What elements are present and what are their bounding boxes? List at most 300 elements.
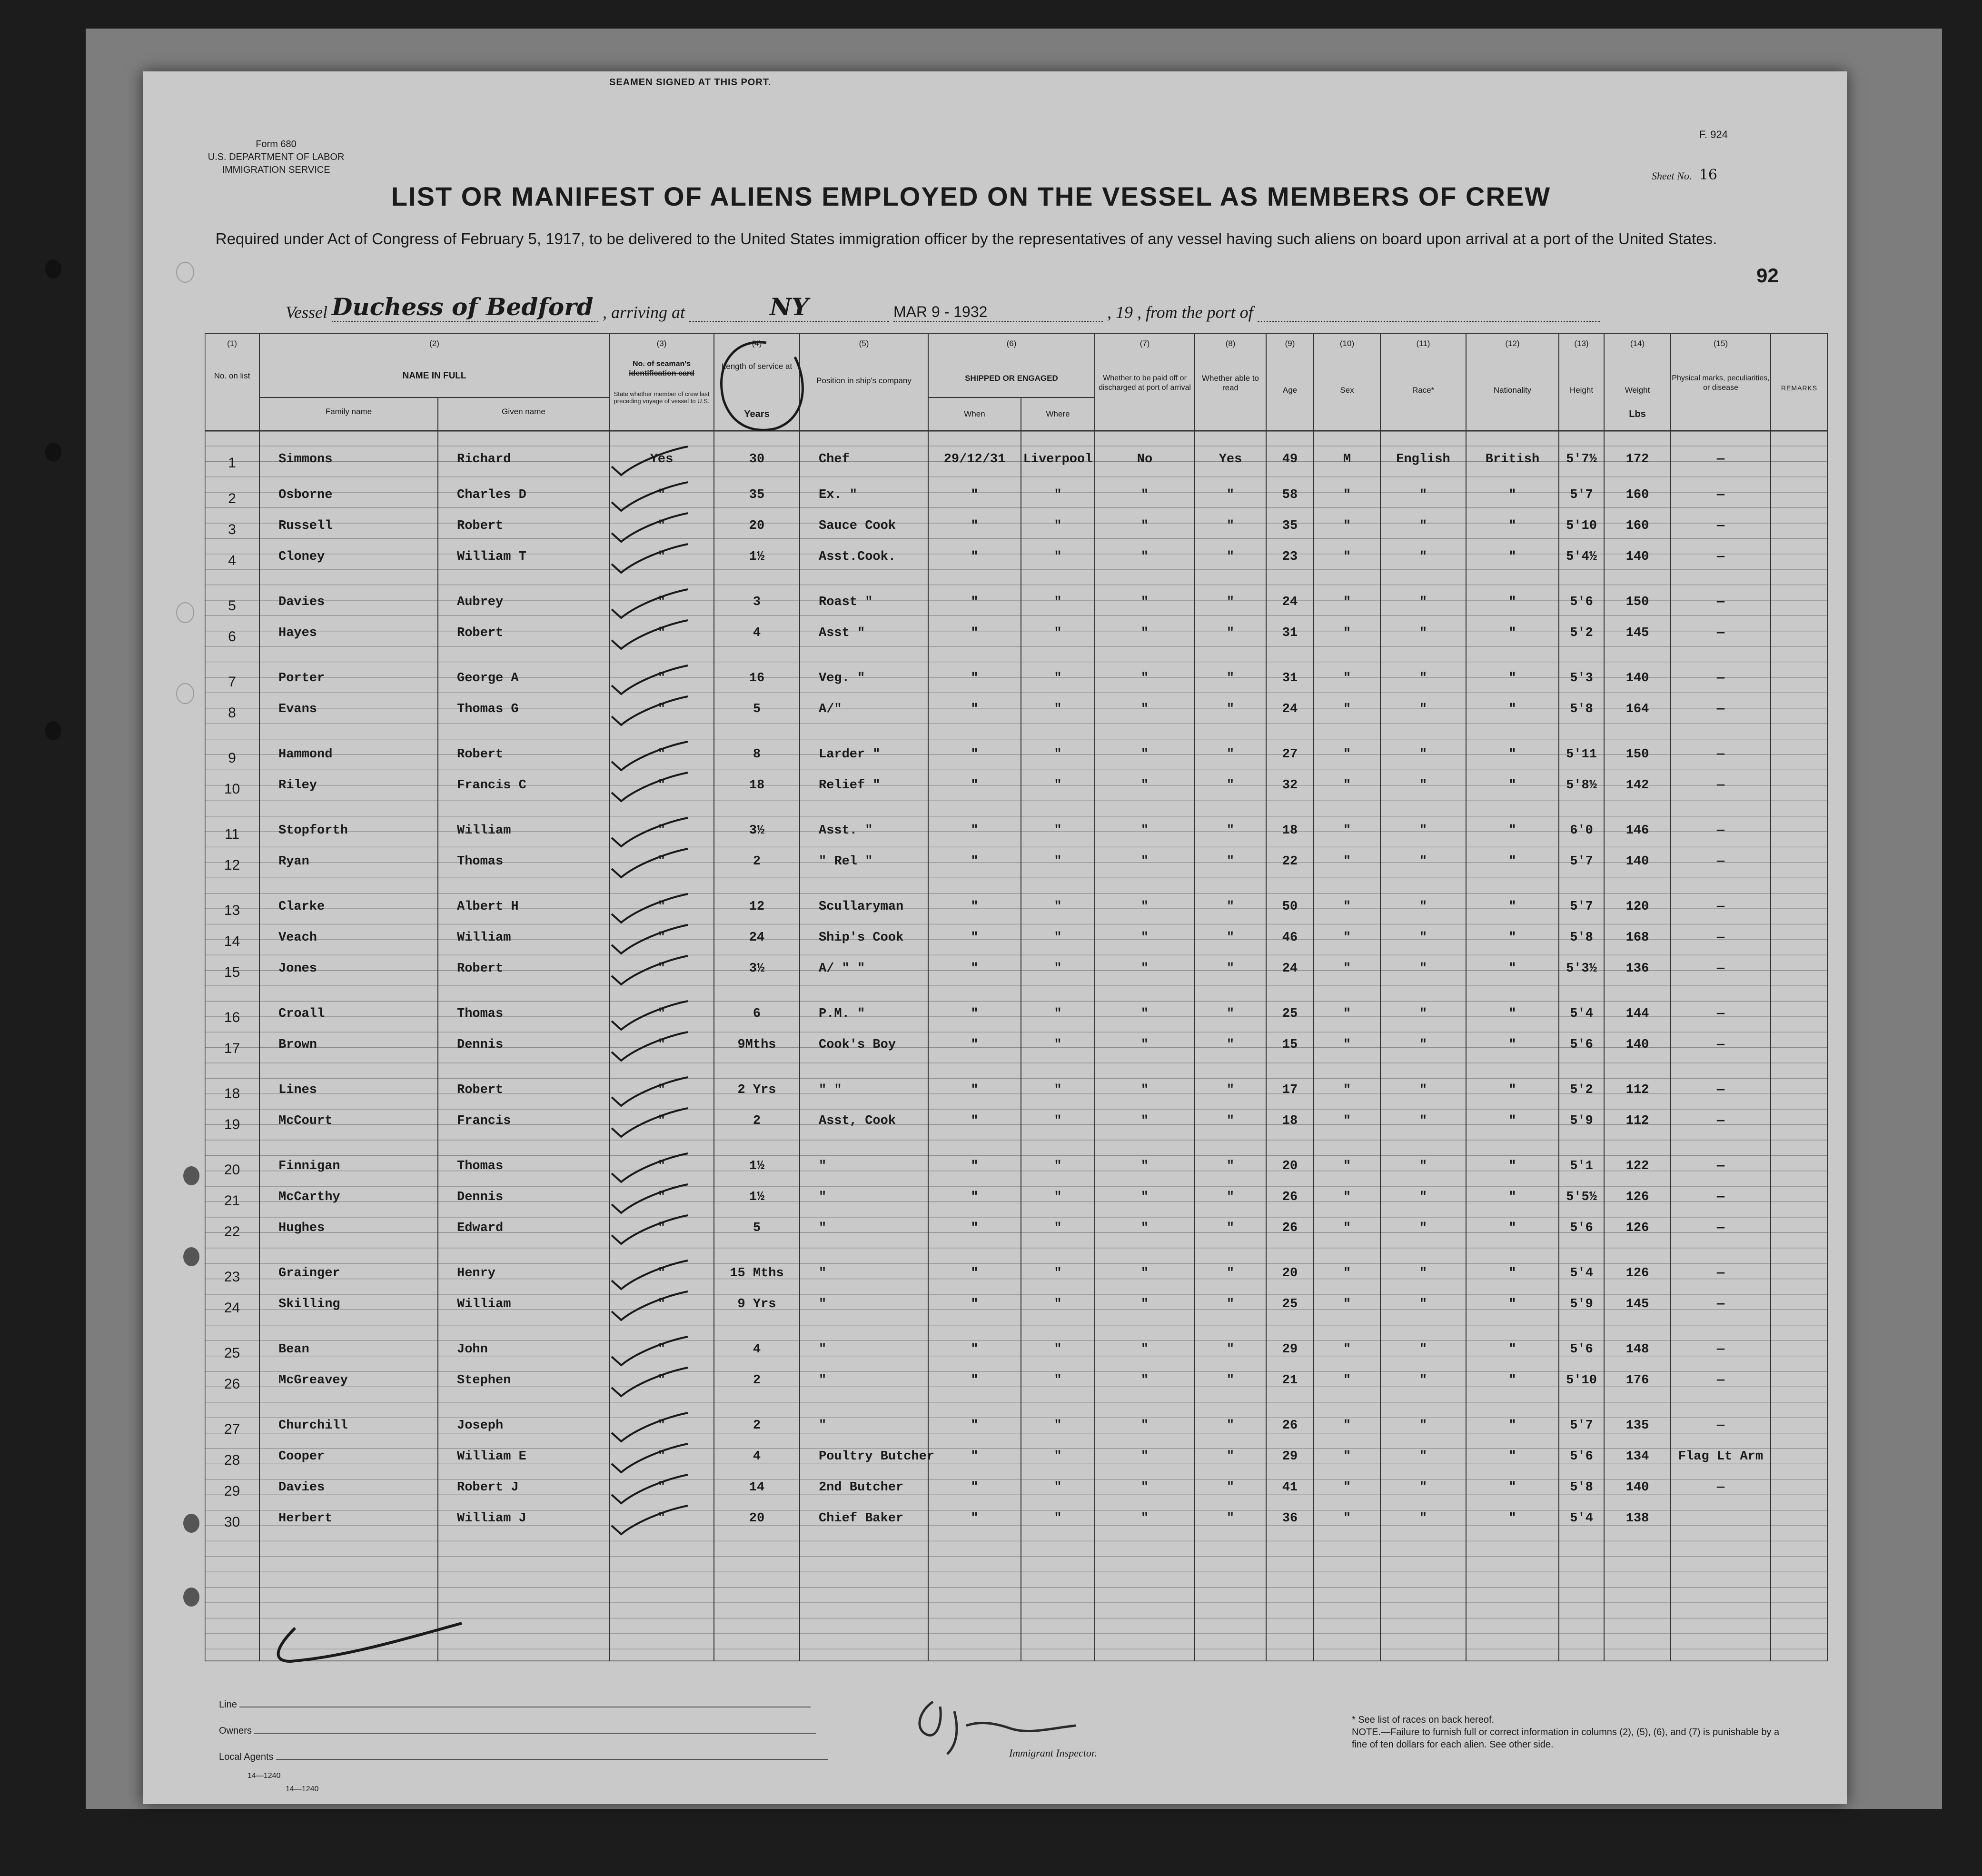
position: Sauce Cook — [819, 519, 896, 533]
paid-off: " — [1140, 1266, 1149, 1280]
col-physical-marks: Physical marks, peculiarities, or disease — [1672, 374, 1770, 392]
position: Poultry Butcher — [819, 1449, 935, 1464]
shipped-where: " — [1054, 1083, 1062, 1097]
row-number: 2 — [228, 491, 236, 506]
paid-off: " — [1140, 1114, 1149, 1128]
length-of-service: 3½ — [749, 824, 765, 838]
row-number: 30 — [224, 1514, 240, 1530]
weight: 135 — [1625, 1419, 1649, 1433]
length-of-service: 30 — [749, 452, 765, 467]
col-race: Race* — [1412, 386, 1435, 395]
physical-marks: — — [1716, 550, 1725, 564]
shipped-when: " — [971, 1266, 979, 1280]
row-number: 6 — [228, 629, 236, 645]
age: 22 — [1282, 854, 1298, 869]
length-of-service: 18 — [749, 778, 765, 793]
race: " — [1419, 1221, 1427, 1235]
able-to-read: " — [1226, 1114, 1235, 1128]
shipped-where: " — [1054, 1221, 1062, 1235]
previous-voyage: " — [657, 1159, 666, 1173]
race: " — [1419, 1419, 1427, 1433]
race: " — [1419, 550, 1427, 564]
age: 18 — [1282, 1114, 1298, 1128]
physical-marks: — — [1716, 900, 1725, 914]
race: " — [1419, 519, 1427, 533]
note-fine: NOTE.—Failure to furnish full or correct information in columns (2), (5), (6), and (7) is punishable by a fine of ten dollars for each alien. See other side. — [1352, 1727, 1780, 1750]
shipped-when: " — [971, 1342, 979, 1357]
previous-voyage: " — [657, 519, 666, 533]
family-name: Porter — [278, 671, 325, 685]
row-number: 19 — [224, 1117, 240, 1132]
column-number: (1) — [227, 339, 237, 348]
shipped-when: " — [971, 1449, 979, 1464]
nationality: " — [1508, 962, 1516, 976]
paid-off: " — [1140, 1083, 1149, 1097]
sex: " — [1343, 1114, 1351, 1128]
form-line: IMMIGRATION SERVICE — [222, 165, 330, 175]
col-able-read: Whether able to read — [1201, 374, 1259, 392]
position: " — [819, 1221, 827, 1235]
shipped-when: " — [971, 671, 979, 685]
weight: 160 — [1625, 519, 1649, 533]
col-shipped-engaged: SHIPPED OR ENGAGED — [965, 374, 1058, 383]
weight: 160 — [1625, 488, 1649, 502]
sex: " — [1343, 595, 1351, 609]
column-number: (10) — [1339, 339, 1355, 348]
able-to-read: " — [1226, 1511, 1235, 1526]
weight: 112 — [1625, 1083, 1649, 1097]
length-of-service: 3 — [753, 595, 761, 609]
row-number: 11 — [224, 826, 240, 842]
note-races: * See list of races on back hereof. — [1352, 1715, 1495, 1725]
nationality: " — [1508, 1480, 1516, 1495]
paid-off: " — [1140, 854, 1149, 869]
race: English — [1396, 452, 1450, 467]
given-name: Edward — [457, 1221, 504, 1235]
sex: " — [1343, 488, 1351, 502]
col-weight-unit: Lbs — [1629, 409, 1646, 419]
form-line: U.S. DEPARTMENT OF LABOR — [208, 152, 345, 162]
given-name: Thomas G — [457, 702, 519, 716]
length-of-service: 24 — [749, 931, 765, 945]
nationality: " — [1508, 1511, 1516, 1526]
able-to-read: " — [1226, 1266, 1235, 1280]
age: 46 — [1282, 931, 1298, 945]
shipped-when: " — [971, 747, 979, 762]
circle-annotation — [722, 342, 803, 430]
age: 18 — [1282, 824, 1298, 838]
sex: " — [1343, 1159, 1351, 1173]
given-name: William — [457, 931, 511, 945]
height: 5'8 — [1570, 931, 1593, 945]
sex: " — [1343, 1266, 1351, 1280]
race: " — [1419, 1083, 1427, 1097]
column-number: (8) — [1225, 339, 1236, 348]
height: 5'9 — [1570, 1114, 1593, 1128]
position: Chief Baker — [819, 1511, 904, 1526]
able-to-read: " — [1226, 1007, 1235, 1021]
age: 32 — [1282, 778, 1298, 793]
nationality: " — [1508, 931, 1516, 945]
given-name: Joseph — [457, 1419, 504, 1433]
able-to-read: " — [1226, 1038, 1235, 1052]
shipped-where: " — [1054, 702, 1062, 716]
nationality: " — [1508, 1449, 1516, 1464]
age: 25 — [1282, 1297, 1298, 1311]
given-name: William — [457, 1297, 511, 1311]
nationality: " — [1508, 519, 1516, 533]
length-of-service: 20 — [749, 1511, 765, 1526]
length-of-service: 2 Yrs — [737, 1083, 776, 1097]
paid-off: " — [1140, 824, 1149, 838]
position: " " — [819, 1083, 842, 1097]
nationality: " — [1508, 1266, 1516, 1280]
given-name: Robert — [457, 1083, 504, 1097]
sex: " — [1343, 702, 1351, 716]
length-of-service: 1½ — [749, 1190, 765, 1204]
physical-marks: — — [1716, 1373, 1725, 1388]
age: 26 — [1282, 1221, 1298, 1235]
race: " — [1419, 1190, 1427, 1204]
paid-off: " — [1140, 1190, 1149, 1204]
race: " — [1419, 1114, 1427, 1128]
family-name: Skilling — [278, 1297, 340, 1311]
family-name: Riley — [278, 778, 317, 793]
previous-voyage: " — [657, 1297, 666, 1311]
col-given-name: Given name — [502, 407, 545, 416]
age: 29 — [1282, 1342, 1298, 1357]
length-of-service: 1½ — [749, 550, 765, 564]
given-name: Robert J — [457, 1480, 519, 1495]
age: 25 — [1282, 1007, 1298, 1021]
family-name: Stopforth — [278, 824, 348, 838]
previous-voyage: " — [657, 1511, 666, 1526]
length-of-service: 14 — [749, 1480, 765, 1495]
shipped-when: " — [971, 778, 979, 793]
given-name: Charles D — [457, 488, 526, 502]
nationality: " — [1508, 1419, 1516, 1433]
sex: " — [1343, 1342, 1351, 1357]
shipped-when: " — [971, 626, 979, 640]
col-position: Position in ship's company — [816, 376, 912, 385]
shipped-where: " — [1054, 1373, 1062, 1388]
row-number: 28 — [224, 1452, 240, 1468]
height: 5'5½ — [1566, 1190, 1597, 1204]
height: 5'10 — [1566, 1373, 1597, 1388]
nationality: " — [1508, 1007, 1516, 1021]
race: " — [1419, 1159, 1427, 1173]
able-to-read: " — [1226, 488, 1235, 502]
physical-marks: — — [1716, 519, 1725, 533]
able-to-read: " — [1226, 519, 1235, 533]
length-of-service: 9 Yrs — [737, 1297, 776, 1311]
col-length-unit: Years — [744, 409, 770, 419]
given-name: Francis — [457, 1114, 511, 1128]
physical-marks: — — [1716, 824, 1725, 838]
weight: 144 — [1625, 1007, 1649, 1021]
row-number: 20 — [224, 1162, 240, 1178]
physical-marks: — — [1716, 671, 1725, 685]
shipped-where: " — [1054, 1480, 1062, 1495]
row-number: 29 — [224, 1483, 240, 1499]
from-label: , from the port of — [1137, 303, 1253, 322]
nationality: " — [1508, 747, 1516, 762]
family-name: Davies — [278, 595, 325, 609]
previous-voyage: " — [657, 1114, 666, 1128]
shipped-where: Liverpool — [1023, 452, 1093, 467]
able-to-read: " — [1226, 1221, 1235, 1235]
height: 5'7 — [1570, 488, 1593, 502]
weight: 150 — [1625, 595, 1649, 609]
weight: 142 — [1625, 778, 1649, 793]
height: 5'2 — [1570, 626, 1593, 640]
length-of-service: 5 — [753, 702, 761, 716]
previous-voyage: " — [657, 1266, 666, 1280]
previous-voyage: " — [657, 747, 666, 762]
length-of-service: 2 — [753, 1373, 761, 1388]
given-name: Albert H — [457, 900, 519, 914]
row-number: 26 — [224, 1376, 240, 1392]
physical-marks: — — [1716, 1114, 1725, 1128]
sex: " — [1343, 1190, 1351, 1204]
height: 5'8½ — [1566, 778, 1597, 793]
family-name: Lines — [278, 1083, 317, 1097]
shipped-when: " — [971, 519, 979, 533]
shipped-when: " — [971, 931, 979, 945]
physical-marks: — — [1716, 1083, 1725, 1097]
weight: 140 — [1625, 1480, 1649, 1495]
weight: 140 — [1625, 671, 1649, 685]
corner-number: 92 — [1756, 264, 1779, 287]
physical-marks: — — [1716, 1159, 1725, 1173]
paid-off: " — [1140, 778, 1149, 793]
length-of-service: 8 — [753, 747, 761, 762]
physical-marks: — — [1716, 1342, 1725, 1357]
race: " — [1419, 778, 1427, 793]
shipped-when: " — [971, 900, 979, 914]
height: 5'6 — [1570, 1038, 1593, 1052]
physical-marks: — — [1716, 747, 1725, 762]
paid-off: " — [1140, 595, 1149, 609]
shipped-where: " — [1054, 824, 1062, 838]
race: " — [1419, 1480, 1427, 1495]
age: 24 — [1282, 702, 1298, 716]
row-number: 25 — [224, 1345, 240, 1361]
given-name: Henry — [457, 1266, 496, 1280]
given-name: Robert — [457, 962, 504, 976]
nationality: " — [1508, 1373, 1516, 1388]
given-name: Robert — [457, 747, 504, 762]
row-number: 15 — [224, 964, 240, 980]
sex: " — [1343, 1449, 1351, 1464]
col-sex: Sex — [1340, 386, 1354, 395]
paid-off: " — [1140, 962, 1149, 976]
column-number: (9) — [1285, 339, 1295, 348]
family-name: McCourt — [278, 1114, 333, 1128]
age: 26 — [1282, 1419, 1298, 1433]
family-name: Veach — [278, 931, 317, 945]
previous-voyage: Yes — [650, 452, 674, 467]
arriving-value: NY — [689, 293, 889, 322]
given-name: John — [457, 1342, 488, 1357]
shipped-where: " — [1054, 900, 1062, 914]
document-subtitle: Required under Act of Congress of February 5, 1917, to be delivered to the United States immigration officer by the representatives of any vessel having such aliens on board upon arrival at a port of the United States. — [215, 230, 1717, 248]
weight: 172 — [1625, 452, 1649, 467]
vessel-value: Duchess of Bedford — [332, 293, 598, 322]
shipped-where: " — [1054, 1159, 1062, 1173]
age: 41 — [1282, 1480, 1298, 1495]
nationality: " — [1508, 1190, 1516, 1204]
previous-voyage: " — [657, 595, 666, 609]
weight: 140 — [1625, 550, 1649, 564]
sex: " — [1343, 962, 1351, 976]
able-to-read: " — [1226, 626, 1235, 640]
nationality: " — [1508, 626, 1516, 640]
shipped-when: " — [971, 1297, 979, 1311]
sheet-label: Sheet No. — [1652, 170, 1692, 182]
height: 5'4½ — [1566, 550, 1597, 564]
row-number: 10 — [224, 781, 240, 797]
sex: " — [1343, 854, 1351, 869]
row-number: 21 — [224, 1193, 240, 1209]
nationality: " — [1508, 1342, 1516, 1357]
able-to-read: " — [1226, 1190, 1235, 1204]
previous-voyage: " — [657, 1419, 666, 1433]
row-number: 8 — [228, 705, 236, 721]
shipped-where: " — [1054, 1038, 1062, 1052]
weight: 148 — [1625, 1342, 1649, 1357]
able-to-read: " — [1226, 550, 1235, 564]
sex: " — [1343, 1373, 1351, 1388]
paid-off: " — [1140, 1297, 1149, 1311]
position: Asst, Cook — [819, 1114, 896, 1128]
age: 49 — [1282, 452, 1298, 467]
shipped-where: " — [1054, 1297, 1062, 1311]
length-of-service: 15 Mths — [730, 1266, 784, 1280]
age: 27 — [1282, 747, 1298, 762]
column-number: (11) — [1416, 339, 1430, 348]
race: " — [1419, 1007, 1427, 1021]
row-number: 7 — [228, 674, 236, 690]
family-name: McCarthy — [278, 1190, 340, 1204]
row-number: 4 — [228, 553, 236, 568]
nationality: " — [1508, 1114, 1516, 1128]
family-name: Brown — [278, 1038, 317, 1052]
vessel-label: Vessel — [286, 303, 327, 322]
age: 36 — [1282, 1511, 1298, 1526]
weight: 164 — [1625, 702, 1649, 716]
nationality: " — [1508, 550, 1516, 564]
family-name: Grainger — [278, 1266, 340, 1280]
position: " — [819, 1419, 827, 1433]
row-number: 13 — [224, 903, 240, 918]
shipped-where: " — [1054, 488, 1062, 502]
weight: 126 — [1625, 1190, 1649, 1204]
family-name: Russell — [278, 519, 333, 533]
previous-voyage: " — [657, 1221, 666, 1235]
col-name-in-full: NAME IN FULL — [402, 371, 466, 381]
given-name: Richard — [457, 452, 511, 467]
position: Larder " — [819, 747, 881, 762]
family-name: Hayes — [278, 626, 317, 640]
nationality: " — [1508, 1221, 1516, 1235]
physical-marks: Flag Lt Arm — [1678, 1449, 1764, 1464]
race: " — [1419, 824, 1427, 838]
previous-voyage: " — [657, 1190, 666, 1204]
paid-off: " — [1140, 747, 1149, 762]
given-name: Dennis — [457, 1038, 504, 1052]
physical-marks: — — [1716, 595, 1725, 609]
nationality: " — [1508, 1038, 1516, 1052]
family-name: Simmons — [278, 452, 333, 467]
physical-marks: — — [1716, 1007, 1725, 1021]
able-to-read: " — [1226, 1480, 1235, 1495]
family-name: Churchill — [278, 1419, 348, 1433]
length-of-service: 2 — [753, 854, 761, 869]
shipped-where: " — [1054, 1114, 1062, 1128]
shipped-when: " — [971, 962, 979, 976]
physical-marks: — — [1716, 778, 1725, 793]
age: 15 — [1282, 1038, 1298, 1052]
position: Chef — [819, 452, 850, 467]
able-to-read: " — [1226, 778, 1235, 793]
shipped-where: " — [1054, 778, 1062, 793]
position: A/" — [819, 702, 842, 716]
physical-marks: — — [1716, 1038, 1725, 1052]
height: 5'3 — [1570, 671, 1593, 685]
previous-voyage: " — [657, 1480, 666, 1495]
column-number: (12) — [1505, 339, 1520, 348]
given-name: Stephen — [457, 1373, 511, 1388]
form-number: F. 924 — [1699, 129, 1728, 140]
age: 17 — [1282, 1083, 1298, 1097]
form-code: 14—1240 — [286, 1785, 319, 1793]
sex: " — [1343, 1007, 1351, 1021]
shipped-where: " — [1054, 1007, 1062, 1021]
shipped-when: " — [971, 854, 979, 869]
shipped-when: " — [971, 1007, 979, 1021]
shipped-where: " — [1054, 1419, 1062, 1433]
paid-off: " — [1140, 931, 1149, 945]
length-of-service: 20 — [749, 519, 765, 533]
given-name: William E — [457, 1449, 526, 1464]
shipped-when: 29/12/31 — [943, 452, 1006, 467]
paid-off: " — [1140, 1480, 1149, 1495]
race: " — [1419, 900, 1427, 914]
paid-off: " — [1140, 671, 1149, 685]
nationality: " — [1508, 488, 1516, 502]
row-number: 17 — [224, 1041, 240, 1056]
shipped-when: " — [971, 824, 979, 838]
nationality: " — [1508, 900, 1516, 914]
paid-off: " — [1140, 488, 1149, 502]
height: 5'6 — [1570, 1342, 1593, 1357]
previous-voyage: " — [657, 671, 666, 685]
paid-off: " — [1140, 519, 1149, 533]
previous-voyage: " — [657, 550, 666, 564]
shipped-where: " — [1054, 595, 1062, 609]
race: " — [1419, 1266, 1427, 1280]
family-name: Croall — [278, 1007, 325, 1021]
physical-marks: — — [1716, 854, 1725, 869]
shipped-where: " — [1054, 931, 1062, 945]
shipped-where: " — [1054, 1342, 1062, 1357]
able-to-read: " — [1226, 1342, 1235, 1357]
length-of-service: 35 — [749, 488, 765, 502]
physical-marks: — — [1716, 1266, 1725, 1280]
nationality: British — [1485, 452, 1540, 467]
height: 5'10 — [1566, 519, 1597, 533]
